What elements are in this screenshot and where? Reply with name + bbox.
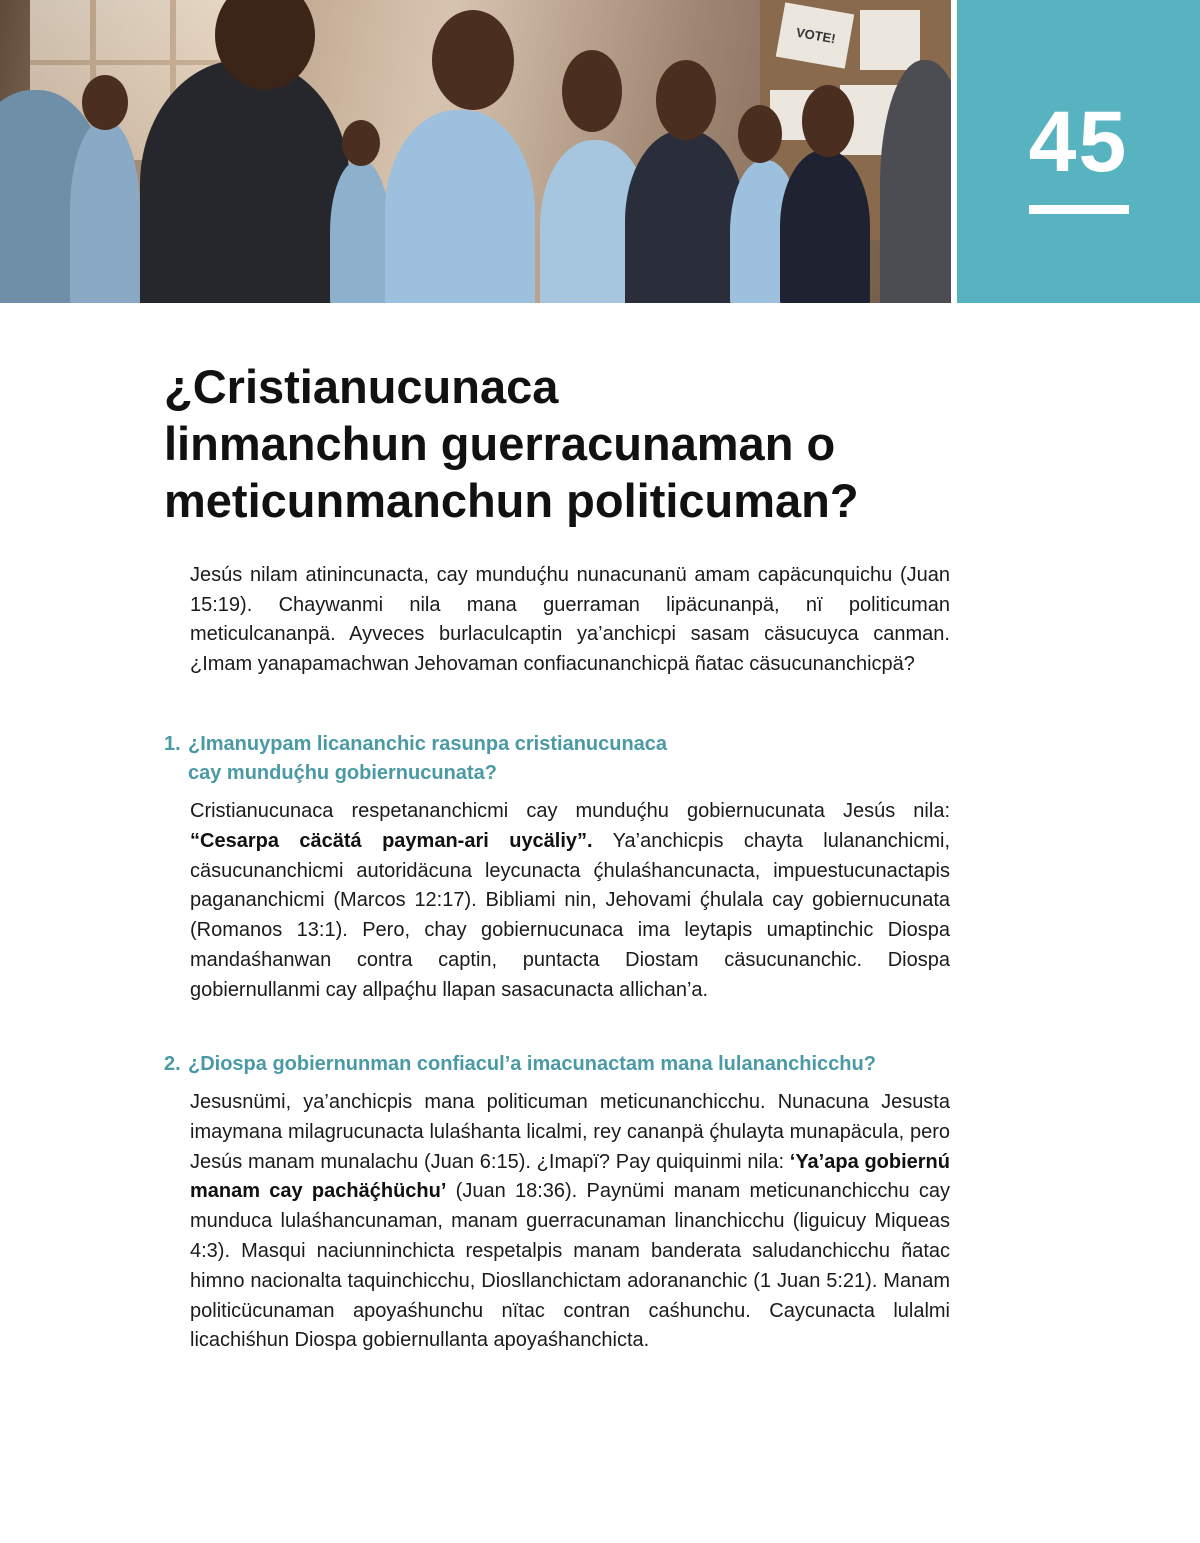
person <box>780 150 870 303</box>
person <box>625 130 745 303</box>
section-1-paragraph <box>190 797 950 1006</box>
title-line: meticunmanchun politicuman? <box>164 474 859 527</box>
section-1-heading <box>164 730 964 788</box>
person-head <box>342 120 380 166</box>
section-2-heading <box>164 1050 964 1079</box>
paragraph-text: (Juan 18:36). Paynümi manam meticunanchicchu cay munduca lulaśhancunaman, manam guerracunaman linanchicchu (liguicuy Miqueas 4:3). Masqui naciunninchicta respetalpis manam banderata saludanchicchu ñatac himno nacionalta taquinchicchu, Diosllanchictam adorananchic (1 Juan 5:21). Manam politicücunaman apoyaśhunchu nïtac contran caśhunchu. Caycunacta lulalmi licachiśhun Diospa gobiernullanta apoyaśhanchicta. <box>190 1180 950 1352</box>
chapter-number: 45 <box>1028 94 1129 190</box>
intro-paragraph: Jesús nilam atinincunacta, cay munduḉhu nunacunanü amam capäcunquichu (Juan 15:19). Chaywanmi nila mana guerraman lipäcunanpä, nï politicuman meticulcananpä. Ayveces burlaculcaptin ya’anchicpi sasam cäsucuyca canman. ¿Imam yanapamachwan Jehovaman confiacunanchicpä ñatac cäsucunanchicpä? <box>190 564 950 675</box>
heading-line: ¿Imanuypam licananchic rasunpa cristianucunaca <box>188 733 668 755</box>
vote-sign: VOTE! <box>794 24 837 47</box>
person-head <box>656 60 716 140</box>
person <box>330 160 390 303</box>
section-number: 2. <box>164 1053 181 1075</box>
title-line: ¿Cristianucunaca <box>164 360 559 413</box>
scripture-quote: ‘Ya’apa gobiernú manam cay pachäḉhüchu’ <box>190 1150 950 1203</box>
person <box>385 110 535 303</box>
page-title <box>164 358 984 529</box>
chapter-badge <box>957 0 1200 303</box>
paragraph-text: Jesusnümi, ya’anchicpis mana politicuman meticunanchicchu. Nunacuna Jesusta imaymana milagrucunacta lulaśhanta licalmi, rey cananpä ḉhulayta munapäcula, pero Jesús manam munalachu (Juan 6:15). ¿Imapï? Pay quiquinmi nila: <box>190 1091 950 1173</box>
section-number: 1. <box>164 733 181 755</box>
person-head <box>738 105 782 163</box>
person-head <box>432 10 514 110</box>
paragraph-text: Cristianucunaca respetananchicmi cay munduḉhu gobiernucunata Jesús nila: <box>190 800 950 822</box>
hero-photo <box>0 0 951 303</box>
person <box>140 60 350 303</box>
person-head <box>562 50 622 132</box>
heading-line: cay munduḉhu gobiernucunata? <box>188 762 497 784</box>
paragraph-text: Ya’anchicpis chayta lulananchicmi, cäsucunanchicmi autoridäcuna leycunacta ḉhulaśhancunacta, impuestucunactapis pagananchicmi (Marcos 12:17). Bibliami nin, Jehovami ḉhulala cay gobiernucunata (Romanos 13:1). Pero, chay gobiernucunaca ima leytapis umaptinchic Diospa mandaśhanwan contra captin, puntacta Diostam cäsucunanchic. Diospa gobiernullanmi cay allpaḉhu llapan sasacunacta allichan’a. <box>190 829 951 1001</box>
scripture-quote: “Cesarpa cäcätá payman-ari uycäliy”. <box>190 829 593 852</box>
person-head <box>802 85 854 157</box>
chapter-underline <box>1029 205 1129 214</box>
heading-line: ¿Diospa gobiernunman confiacul’a imacunactam mana lulananchicchu? <box>188 1053 876 1075</box>
person-head <box>82 75 128 130</box>
title-line: linmanchun guerracunaman o <box>164 417 836 470</box>
section-2-paragraph <box>190 1088 950 1356</box>
person <box>70 120 140 303</box>
